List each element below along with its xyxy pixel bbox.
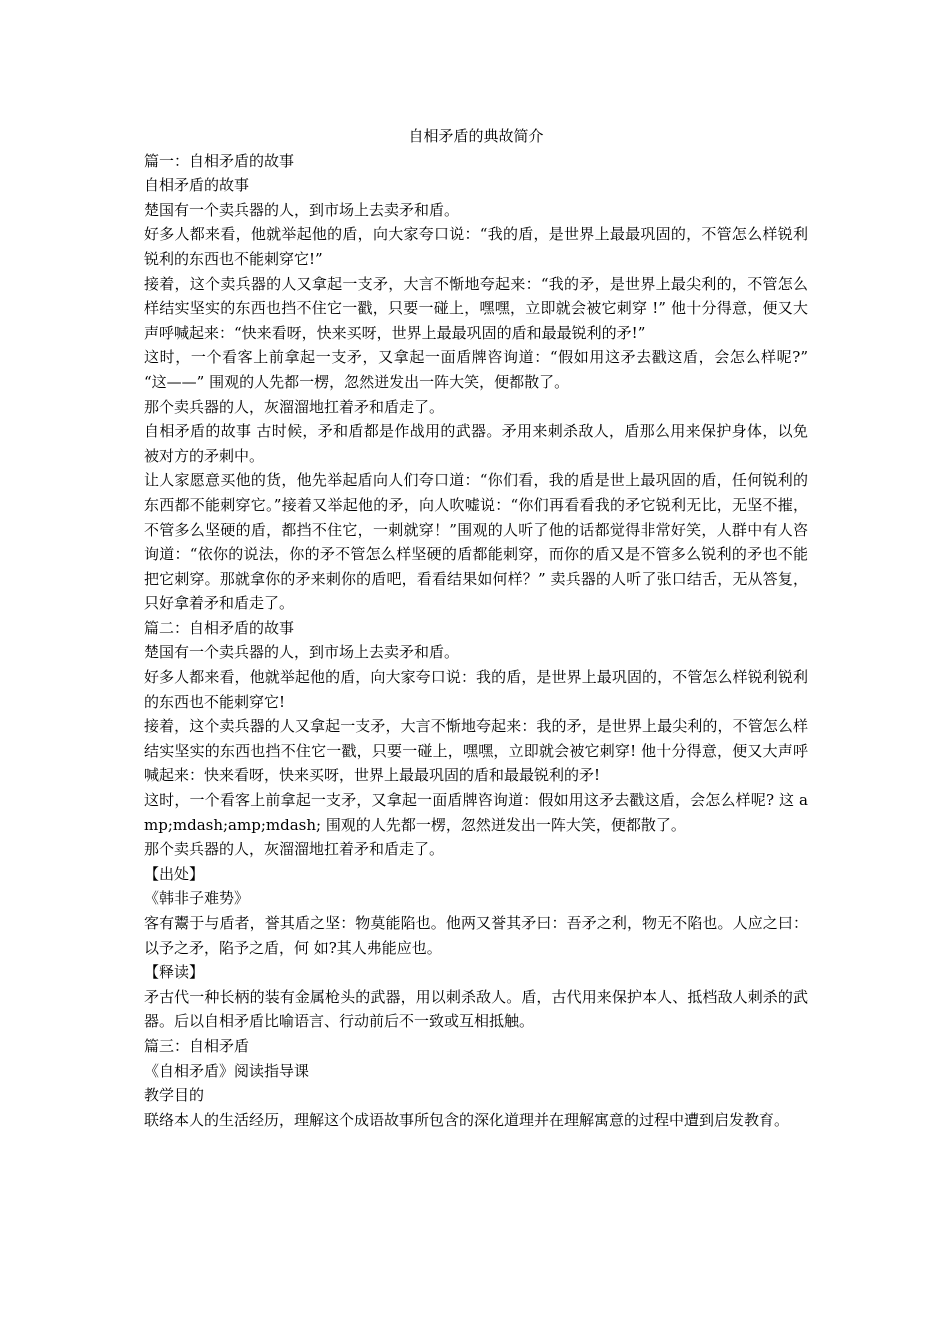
paragraph: 自相矛盾的故事 古时候，矛和盾都是作战用的武器。矛用来刺杀敌人，盾那么用来保护身体，以免被对方的矛刺中。 bbox=[144, 422, 808, 465]
lesson-goal-label: 教学目的 bbox=[144, 1086, 205, 1105]
lesson-goal-text: 联络本人的生活经历，理解这个成语故事所包含的深化道理并在理解寓意的过程中遭到启发教育。 bbox=[144, 1110, 790, 1129]
source-book: 《韩非子难势》 bbox=[144, 889, 250, 908]
paragraph: 让人家愿意买他的货，他先举起盾向人们夸口道：“你们看，我的盾是世上最巩固的盾，任何锐利的东西都不能刺穿它。”接着又举起他的矛，向人吹嘘说：“你们再看看我的矛它锐利无比，无坚不摧，不管多么坚硬的盾，都挡不住它，一刺就穿！”围观的人听了他的话都觉得非常好笑，人群中有人咨询道：“依你的说法，你的矛不管怎么样坚硬的盾都能刺穿，而你的盾又是不管多么锐利的矛也不能把它刺穿。那就拿你的矛来刺你的盾吧，看看结果如何样？” 卖兵器的人听了张口结舌，无从答复，只好拿着矛和盾走了。 bbox=[144, 471, 808, 613]
paragraph: 好多人都来看，他就举起他的盾，向大家夸口说：“我的盾，是世界上最最巩固的，不管怎么样锐利锐利的东西也不能刺穿它!” bbox=[144, 225, 808, 268]
source-quote: 客有鬻于与盾者，誉其盾之坚：物莫能陷也。他两又誉其矛曰：吾矛之利，物无不陷也。人应之曰：以予之矛，陷予之盾，何 如?其人弗能应也。 bbox=[144, 914, 808, 957]
document-title: 自相矛盾的典故简介 bbox=[408, 127, 544, 145]
interpretation-label: 【释读】 bbox=[144, 963, 205, 982]
paragraph: 好多人都来看，他就举起他的盾，向大家夸口说：我的盾，是世界上最巩固的，不管怎么样锐利锐利的东西也不能刺穿它! bbox=[144, 668, 808, 711]
paragraph: 那个卖兵器的人，灰溜溜地扛着矛和盾走了。 bbox=[144, 840, 445, 859]
interpretation-text: 矛古代一种长柄的装有金属枪头的武器，用以刺杀敌人。盾，古代用来保护本人、抵档敌人刺杀的武器。后以自相矛盾比喻语言、行动前后不一致或互相抵触。 bbox=[144, 987, 808, 1031]
paragraph: 自相矛盾的故事 bbox=[144, 176, 250, 195]
document-body bbox=[144, 149, 808, 1133]
paragraph: 楚国有一个卖兵器的人，到市场上去卖矛和盾。 bbox=[144, 643, 460, 662]
paragraph: 这时，一个看客上前拿起一支矛，又拿起一面盾牌咨询道：“假如用这矛去戳这盾，会怎么样呢?” “这——” 围观的人先都一楞，忽然迸发出一阵大笑，便都散了。 bbox=[144, 348, 808, 391]
lesson-title: 《自相矛盾》阅读指导课 bbox=[144, 1061, 310, 1080]
section-heading: 篇二：自相矛盾的故事 bbox=[144, 618, 295, 637]
section-heading: 篇三：自相矛盾 bbox=[144, 1036, 250, 1055]
paragraph: 那个卖兵器的人，灰溜溜地扛着矛和盾走了。 bbox=[144, 397, 445, 416]
document-page bbox=[144, 124, 808, 1132]
paragraph: 楚国有一个卖兵器的人，到市场上去卖矛和盾。 bbox=[144, 200, 460, 219]
paragraph: 接着，这个卖兵器的人又拿起一支矛，大言不惭地夸起来：我的矛，是世界上最尖利的，不管怎么样结实坚实的东西也挡不住它一戳，只要一碰上，嘿嘿，立即就会被它刺穿! 他十分得意，便又大声呼喊起来：快来看呀，快来买呀，世界上最最巩固的盾和最最锐利的矛! bbox=[144, 717, 808, 785]
paragraph: 这时，一个看客上前拿起一支矛，又拿起一面盾牌咨询道：假如用这矛去戳这盾，会怎么样呢? 这 amp;mdash;amp;mdash; 围观的人先都一楞，忽然迸发出一阵大笑，便都散了。 bbox=[144, 791, 808, 834]
paragraph: 篇一：自相矛盾的故事 bbox=[144, 151, 295, 170]
source-label: 【出处】 bbox=[144, 864, 205, 883]
paragraph: 接着，这个卖兵器的人又拿起一支矛，大言不惭地夸起来：“我的矛，是世界上最尖利的，不管怎么样结实坚实的东西也挡不住它一戳，只要一碰上，嘿嘿，立即就会被它刺穿 !” 他十分得意，便又大声呼喊起来：“快来看呀，快来买呀，世界上最最巩固的盾和最最锐利的矛!” bbox=[144, 274, 808, 342]
